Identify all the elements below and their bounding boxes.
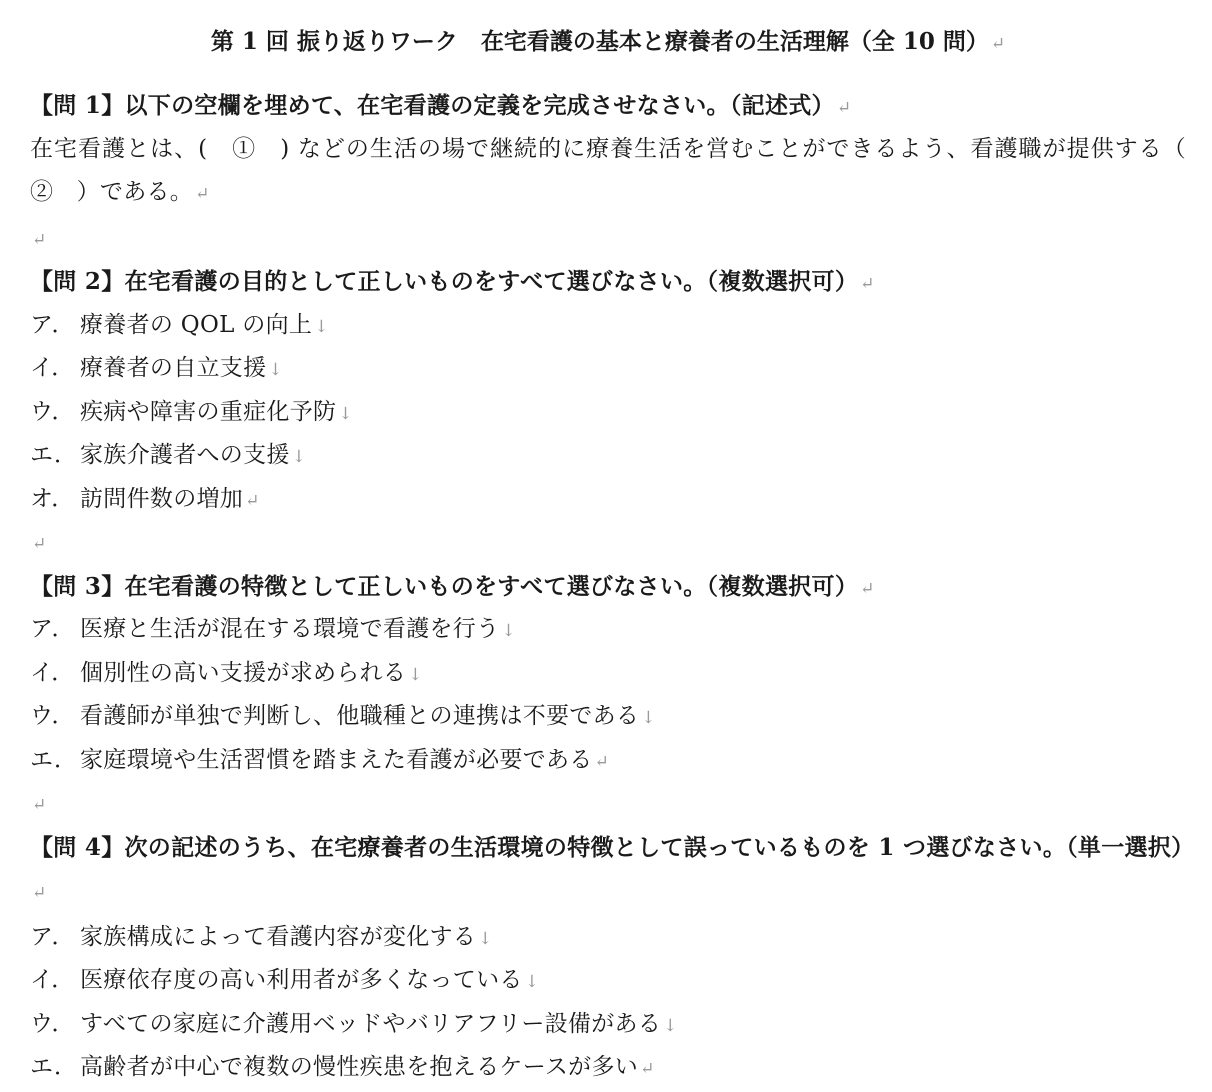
option-label: イ． xyxy=(30,355,75,381)
paragraph-mark: ↵ xyxy=(245,490,260,511)
line-break-mark: ↓ xyxy=(314,316,329,337)
paragraph-mark: ↵ xyxy=(990,34,1006,54)
option-text: すべての家庭に介護用ベッドやバリアフリー設備がある xyxy=(80,1010,662,1037)
title-text: 第 1 回 振り返りワーク 在宅看護の基本と療養者の生活理解（全 10 問） xyxy=(210,28,989,55)
question-4-option xyxy=(30,916,1186,960)
option-label: エ． xyxy=(30,442,78,468)
option-text: 家族介護者への支援 xyxy=(80,442,290,468)
option-label: エ． xyxy=(30,746,78,773)
line-break-mark: ↓ xyxy=(291,447,307,467)
paragraph-mark: ↵ xyxy=(640,1059,655,1079)
option-label: ア． xyxy=(30,923,75,950)
line-break-mark: ↓ xyxy=(478,928,493,949)
question-2-heading: 【問 2】在宅看護の目的として正しいものをすべて選びなさい。（複数選択可） ↵ xyxy=(30,268,875,295)
paragraph-mark: ↵ xyxy=(860,274,875,294)
paragraph-mark: ↵ xyxy=(32,883,47,903)
question-2-option xyxy=(30,434,1186,478)
option-text: 医療と生活が混在する環境で看護を行う xyxy=(80,616,500,642)
option-label: ウ． xyxy=(30,398,75,425)
paragraph-mark: ↵ xyxy=(32,534,47,554)
option-text: 疾病や障害の重症化予防 xyxy=(80,398,337,425)
option-label: イ． xyxy=(30,967,75,993)
option-label: イ． xyxy=(30,659,75,686)
option-text: 療養者の自立支援 xyxy=(80,355,267,381)
paragraph-mark: ↵ xyxy=(594,751,610,772)
line-break-mark: ↓ xyxy=(268,360,283,380)
empty-paragraph xyxy=(30,217,1186,261)
empty-paragraph xyxy=(30,782,1186,826)
question-2-option xyxy=(30,304,1186,348)
question-4-option xyxy=(30,1046,1186,1090)
option-label: ウ． xyxy=(30,1010,75,1037)
option-text: 家族構成によって看護内容が変化する xyxy=(80,923,477,950)
paragraph-mark: ↵ xyxy=(32,795,47,815)
option-label: ウ． xyxy=(30,703,75,729)
question-1-body: 在宅看護とは、( ① ) などの生活の場で継続的に療養生活を営むことができるよう、看護職が提供する（ ② ）である。 ↵ xyxy=(30,135,1210,205)
question-2-option xyxy=(30,478,1186,522)
option-label: オ． xyxy=(30,485,75,512)
option-text: 訪問件数の増加 xyxy=(80,485,244,512)
option-text: 個別性の高い支援が求められる xyxy=(80,659,407,686)
question-1-heading: 【問 1】以下の空欄を埋めて、在宅看護の定義を完成させなさい。（記述式） ↵ xyxy=(30,92,852,119)
option-label: ア． xyxy=(30,616,75,642)
line-break-mark: ↓ xyxy=(338,403,353,424)
line-break-mark: ↓ xyxy=(524,972,540,992)
option-text: 療養者の QOL の向上 xyxy=(80,311,313,338)
question-2-option xyxy=(30,347,1186,391)
question-3-heading: 【問 3】在宅看護の特徴として正しいものをすべて選びなさい。（複数選択可） ↵ xyxy=(30,572,875,600)
option-text: 看護師が単独で判断し、他職種との連携は不要である xyxy=(80,703,640,729)
question-3-option xyxy=(30,695,1186,739)
question-4-option xyxy=(30,959,1186,1003)
question-3-option xyxy=(30,739,1186,783)
option-label: ア． xyxy=(30,311,75,338)
line-break-mark: ↓ xyxy=(641,708,656,728)
option-text: 高齢者が中心で複数の慢性疾患を抱えるケースが多い xyxy=(80,1054,639,1080)
empty-paragraph xyxy=(30,521,1186,565)
paragraph-mark: ↵ xyxy=(836,98,852,118)
paragraph-mark: ↵ xyxy=(860,578,875,599)
line-break-mark: ↓ xyxy=(501,621,516,641)
line-break-mark: ↓ xyxy=(408,664,423,685)
question-3-option xyxy=(30,608,1186,652)
option-text: 医療依存度の高い利用者が多くなっている xyxy=(80,967,523,993)
line-break-mark: ↓ xyxy=(663,1015,678,1036)
paragraph-mark: ↵ xyxy=(195,184,210,204)
option-label: エ． xyxy=(30,1054,78,1080)
question-4-option xyxy=(30,1003,1186,1047)
question-4-heading: 【問 4】次の記述のうち、在宅療養者の生活環境の特徴として誤っているものを 1 つ選びなさい。（単一選択）↵ xyxy=(30,833,1195,903)
question-2-option xyxy=(30,391,1186,435)
option-text: 家庭環境や生活習慣を踏まえた看護が必要である xyxy=(80,746,593,773)
paragraph-mark: ↵ xyxy=(32,229,47,250)
question-3-option xyxy=(30,652,1186,696)
document-title xyxy=(30,22,1186,62)
